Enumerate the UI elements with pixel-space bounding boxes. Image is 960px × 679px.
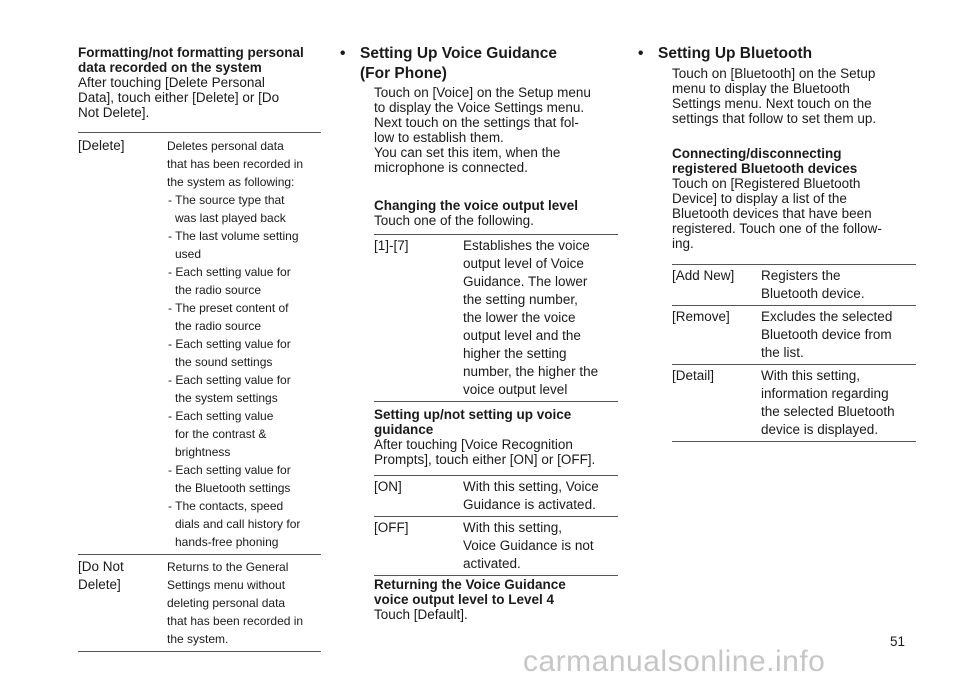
delete-options-table bbox=[78, 132, 321, 652]
table-row-detail bbox=[672, 365, 916, 442]
list-item: - The source type that was last played back bbox=[168, 193, 286, 225]
list-item: - Each setting value for the contrast & brightness bbox=[168, 409, 274, 459]
option-key-off: [OFF] bbox=[374, 517, 463, 576]
option-key-detail: [Detail] bbox=[672, 365, 761, 442]
section-title-voice-guidance: • Setting Up Voice Guidance (For Phone) bbox=[340, 45, 557, 82]
table-row-remove bbox=[672, 306, 916, 365]
list-item: - Each setting value for the system settings bbox=[168, 373, 291, 405]
list-item: - The last volume setting used bbox=[168, 229, 299, 261]
table-row-off bbox=[374, 517, 618, 576]
table-row-delete bbox=[78, 133, 321, 555]
heading-bluetooth-devices: Connecting/disconnecting registered Bluetooth devices bbox=[672, 146, 858, 176]
intro-bluetooth-devices: Touch on [Registered Bluetooth Device] to display a list of the Bluetooth devices that have been registered. Touch one of the follow- ing. bbox=[672, 176, 882, 251]
bluetooth-options-table bbox=[672, 264, 916, 442]
option-desc-add-new: Registers the Bluetooth device. bbox=[761, 265, 916, 306]
watermark-text: carmanualsonline.info bbox=[523, 645, 826, 678]
intro-format-personal-data: After touching [Delete Personal Data], touch either [Delete] or [Do Not Delete]. bbox=[78, 75, 280, 120]
option-desc-detail: With this setting, information regarding the selected Bluetooth device is displayed. bbox=[761, 365, 916, 442]
section-title-bluetooth: • Setting Up Bluetooth bbox=[638, 45, 813, 62]
page-number: 51 bbox=[890, 634, 906, 649]
option-desc-delete: Deletes personal data that has been recorded in the system as following: - The source type that was last played back - The last volume setting used - Each setting value for the radio source - The preset content of the radio source - Each setting value for the sound settings - Each setting value for the system settings - Each setting value for the contrast & brightness - Each setting value for the Bluetooth settings - The contacts, speed dials and call history for hands-free phoning bbox=[167, 133, 321, 555]
table-row-level bbox=[374, 235, 618, 402]
table-row-do-not-delete bbox=[78, 555, 321, 652]
option-desc-level: Establishes the voice output level of Voice Guidance. The lower the setting number, the lower the voice output level and the higher the setting number, the higher the voice output level bbox=[463, 235, 618, 402]
option-key-remove: [Remove] bbox=[672, 306, 761, 365]
intro-reset-voice-level: Touch [Default]. bbox=[374, 607, 468, 622]
list-item: - Each setting value for the sound settings bbox=[168, 337, 291, 369]
option-key-do-not-delete: [Do Not Delete] bbox=[78, 555, 167, 652]
voice-onoff-table bbox=[374, 475, 618, 576]
bullet-icon: • bbox=[340, 45, 346, 62]
voice-level-table bbox=[374, 234, 618, 402]
option-desc-off: With this setting, Voice Guidance is not activated. bbox=[463, 517, 618, 576]
list-item: - Each setting value for the Bluetooth settings bbox=[168, 463, 291, 495]
table-row-on bbox=[374, 476, 618, 517]
intro-change-voice-level: Touch one of the following. bbox=[374, 213, 534, 228]
option-key-level: [1]-[7] bbox=[374, 235, 463, 402]
option-key-on: [ON] bbox=[374, 476, 463, 517]
list-item: - The preset content of the radio source bbox=[168, 301, 289, 333]
option-key-delete: [Delete] bbox=[78, 133, 167, 555]
intro-bluetooth: Touch on [Bluetooth] on the Setup menu to display the Bluetooth Settings menu. Next touch on the settings that follow to set them up. bbox=[672, 66, 877, 126]
option-key-add-new: [Add New] bbox=[672, 265, 761, 306]
bullet-icon: • bbox=[638, 45, 644, 62]
table-row-add-new bbox=[672, 265, 916, 306]
intro-setup-voice-guidance: After touching [Voice Recognition Prompts], touch either [ON] or [OFF]. bbox=[374, 437, 596, 467]
list-item: - Each setting value for the radio source bbox=[168, 265, 291, 297]
heading-change-voice-level: Changing the voice output level bbox=[374, 198, 579, 213]
heading-reset-voice-level: Returning the Voice Guidance voice output level to Level 4 bbox=[374, 577, 566, 607]
list-item: - The contacts, speed dials and call history for hands-free phoning bbox=[168, 499, 301, 549]
option-desc-remove: Excludes the selected Bluetooth device from the list. bbox=[761, 306, 916, 365]
heading-setup-voice-guidance: Setting up/not setting up voice guidance bbox=[374, 407, 572, 437]
heading-format-personal-data: Formatting/not formatting personal data recorded on the system bbox=[78, 45, 304, 75]
intro-voice-guidance: Touch on [Voice] on the Setup menu to display the Voice Settings menu. Next touch on the settings that fol- low to establish them. You can set this item, when the microphone is connected. bbox=[374, 85, 591, 175]
option-desc-do-not-delete: Returns to the General Settings menu without deleting personal data that has been recorded in the system. bbox=[167, 555, 321, 652]
option-desc-on: With this setting, Voice Guidance is activated. bbox=[463, 476, 618, 517]
